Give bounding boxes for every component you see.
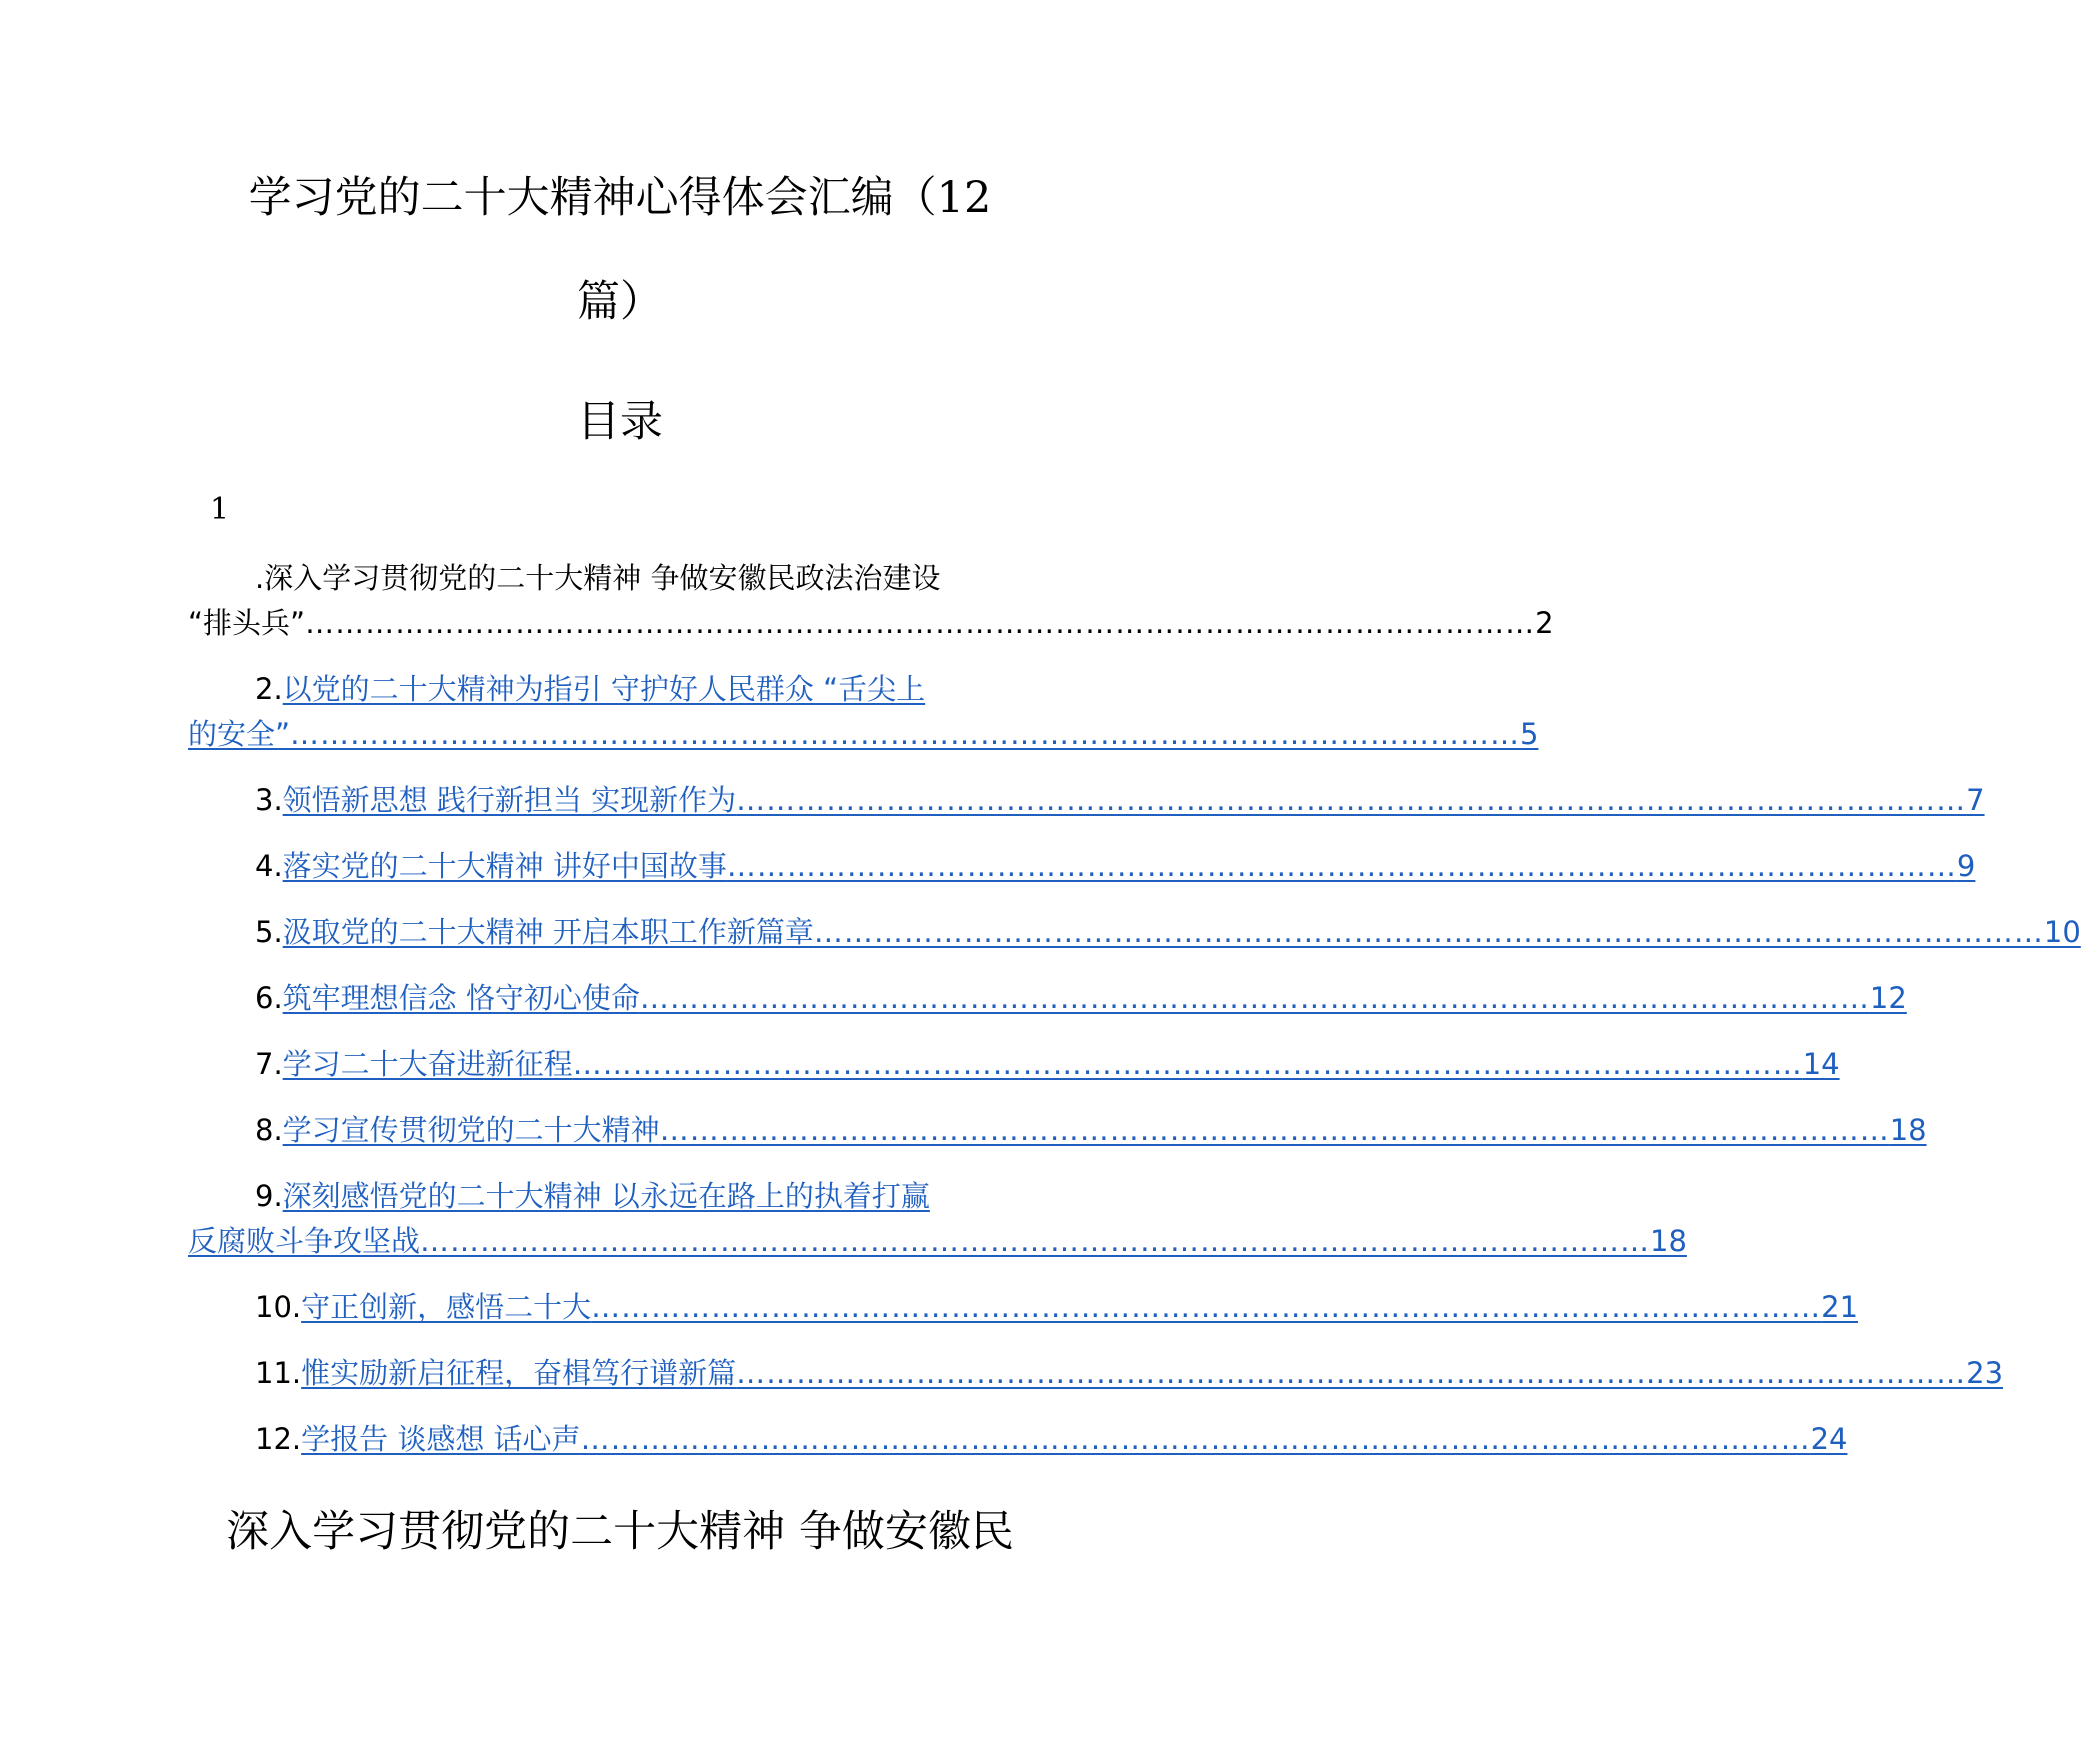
toc-entry-line xyxy=(188,1108,1927,1153)
toc-entry-number: 4. xyxy=(255,849,283,883)
toc-entry-number: . xyxy=(255,561,265,595)
toc-leader-dots: …………………………………………………………………………………………………………… xyxy=(639,981,1870,1015)
toc-entry-6[interactable] xyxy=(188,976,1907,1021)
toc-entry-page[interactable]: 5 xyxy=(1520,717,1539,751)
document-title-count: 12 xyxy=(936,173,992,223)
toc-entry-line xyxy=(188,844,1976,889)
toc-entry-link-continued[interactable]: 反腐败斗争攻坚战 xyxy=(188,1224,421,1258)
toc-heading: 目录 xyxy=(577,397,663,447)
toc-entry-link[interactable]: 学习宣传贯彻党的二十大精神 xyxy=(282,1113,660,1147)
toc-entry-link[interactable]: 深刻感悟党的二十大精神 以永远在路上的执着打赢 xyxy=(282,1179,930,1213)
toc-leader-dots: …………………………………………………………………………………………………………… xyxy=(572,1047,1803,1081)
toc-entry-line xyxy=(188,556,1054,601)
toc-leader-dots: …………………………………………………………………………………………………………… xyxy=(726,849,1957,883)
toc-entry-page[interactable]: 18 xyxy=(1889,1113,1927,1147)
toc-entry-page[interactable]: 2 xyxy=(1535,606,1554,640)
toc-entry-number: 6. xyxy=(255,981,283,1015)
toc-entry-title-continued[interactable]: “排头兵” xyxy=(188,606,306,640)
table-of-contents xyxy=(188,556,2081,1483)
toc-leader-dots: …………………………………………………………………………………………………………… xyxy=(420,1224,1651,1258)
toc-entry-number: 8. xyxy=(255,1113,283,1147)
toc-entry-link[interactable]: 领悟新思想 践行新担当 实现新作为 xyxy=(282,783,737,817)
toc-entry-line xyxy=(188,778,1985,823)
toc-leader-dots: …………………………………………………………………………………………………………… xyxy=(736,783,1967,817)
toc-entry-page[interactable]: 12 xyxy=(1869,981,1907,1015)
toc-entry-link[interactable]: 筑牢理想信念 恪守初心使命 xyxy=(282,981,640,1015)
toc-entry-link[interactable]: 学习二十大奋进新征程 xyxy=(282,1047,573,1081)
toc-entry-page[interactable]: 10 xyxy=(2043,915,2081,949)
toc-entry-8[interactable] xyxy=(188,1108,1927,1153)
toc-entry-number: 9. xyxy=(255,1179,283,1213)
toc-leader-dots: …………………………………………………………………………………………………………… xyxy=(305,606,1536,640)
toc-entry-link[interactable]: 惟实励新启征程，奋楫笃行谱新篇 xyxy=(301,1356,737,1390)
toc-entry-12[interactable] xyxy=(188,1417,1848,1462)
toc-entry-link[interactable]: 学报告 谈感想 话心声 xyxy=(301,1422,581,1456)
toc-entry-link[interactable]: 落实党的二十大精神 讲好中国故事 xyxy=(282,849,727,883)
toc-leader-dots: …………………………………………………………………………………………………………… xyxy=(659,1113,1890,1147)
document-title-continued: 篇） xyxy=(577,277,663,327)
toc-entry-line xyxy=(188,667,1054,712)
toc-entry-4[interactable] xyxy=(188,844,1976,889)
toc-entry-number: 3. xyxy=(255,783,283,817)
toc-entry-3[interactable] xyxy=(188,778,1985,823)
toc-leader-dots: …………………………………………………………………………………………………………… xyxy=(813,915,2044,949)
toc-entry-number: 7. xyxy=(255,1047,283,1081)
toc-entry-line xyxy=(188,910,2081,955)
toc-entry-page[interactable]: 9 xyxy=(1956,849,1976,883)
toc-entry-line xyxy=(188,1285,1859,1330)
toc-entry-9[interactable] xyxy=(188,1174,1687,1264)
toc-marker: 1 xyxy=(210,492,230,527)
toc-entry-page[interactable]: 7 xyxy=(1966,783,1985,817)
toc-entry-7[interactable] xyxy=(188,1042,1840,1087)
toc-entry-page[interactable]: 21 xyxy=(1821,1290,1859,1324)
toc-entry-page[interactable]: 23 xyxy=(1966,1356,2004,1390)
toc-entry-link-continued[interactable]: 的安全” xyxy=(188,717,291,751)
toc-entry-line xyxy=(188,1042,1840,1087)
toc-entry-line xyxy=(188,976,1907,1021)
toc-entry-page[interactable]: 14 xyxy=(1802,1047,1840,1081)
document-title xyxy=(180,168,1060,228)
toc-entry-line xyxy=(188,712,1539,757)
toc-leader-dots: …………………………………………………………………………………………………………… xyxy=(290,717,1521,751)
toc-leader-dots: …………………………………………………………………………………………………………… xyxy=(580,1422,1811,1456)
toc-entry-page[interactable]: 24 xyxy=(1810,1422,1848,1456)
toc-entry-line xyxy=(188,1417,1848,1462)
toc-entry-number: 11. xyxy=(255,1356,302,1390)
toc-entry-1[interactable] xyxy=(188,556,1554,646)
document-title-text: 学习党的二十大精神心得体会汇编（ xyxy=(248,173,937,223)
toc-entry-line xyxy=(188,1174,1054,1219)
toc-entry-5[interactable] xyxy=(188,910,2081,955)
toc-leader-dots: …………………………………………………………………………………………………………… xyxy=(736,1356,1967,1390)
toc-entry-page[interactable]: 18 xyxy=(1650,1224,1687,1258)
toc-entry-2[interactable] xyxy=(188,667,1539,757)
toc-entry-10[interactable] xyxy=(188,1285,1859,1330)
toc-entry-number: 10. xyxy=(255,1290,302,1324)
toc-leader-dots: …………………………………………………………………………………………………………… xyxy=(591,1290,1822,1324)
toc-entry-number: 2. xyxy=(255,672,283,706)
toc-entry-number: 12. xyxy=(255,1422,302,1456)
toc-entry-number: 5. xyxy=(255,915,283,949)
toc-entry-line xyxy=(188,601,1554,646)
toc-entry-title[interactable]: 深入学习贯彻党的二十大精神 争做安徽民政法治建设 xyxy=(264,561,941,595)
toc-entry-11[interactable] xyxy=(188,1351,2004,1396)
toc-entry-line xyxy=(188,1351,2004,1396)
section-heading: 深入学习贯彻党的二十大精神 争做安徽民 xyxy=(226,1507,1014,1557)
toc-entry-link[interactable]: 守正创新，感悟二十大 xyxy=(301,1290,592,1324)
toc-entry-link[interactable]: 汲取党的二十大精神 开启本职工作新篇章 xyxy=(282,915,814,949)
toc-entry-line xyxy=(188,1219,1687,1264)
toc-entry-link[interactable]: 以党的二十大精神为指引 守护好人民群众 “舌尖上 xyxy=(282,672,926,706)
